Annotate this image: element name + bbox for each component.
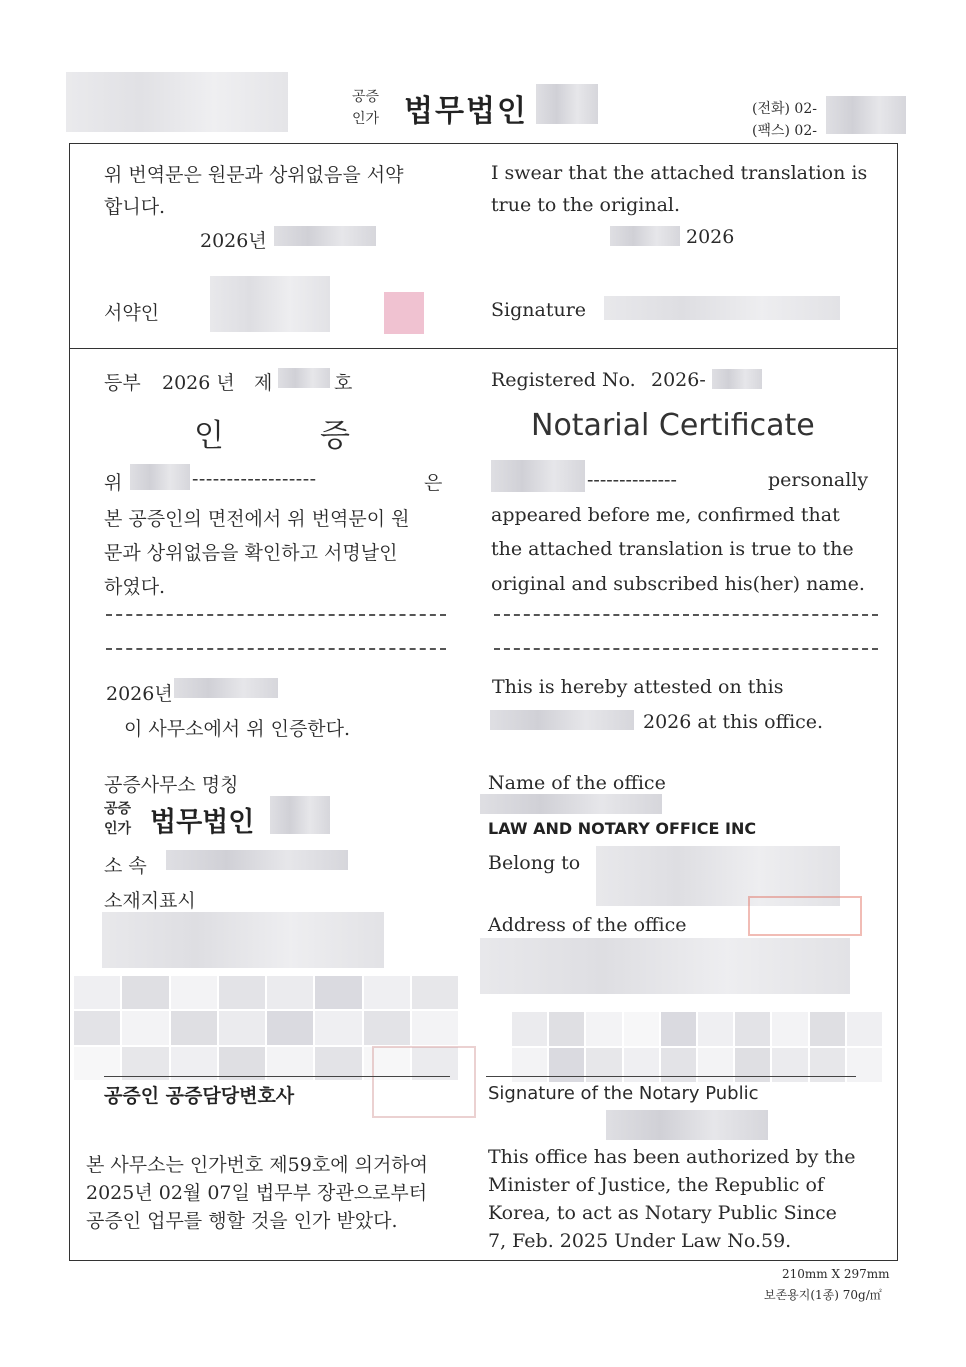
cert-ko-title-2: 증: [320, 418, 350, 454]
redacted-reg-no-ko: [278, 368, 330, 388]
office-ko-auth-2: 인가: [104, 821, 132, 837]
header-auth-small-2: 인가: [352, 111, 380, 127]
redacted-signature: [604, 296, 840, 320]
footer-paper-size: 210mm X 297mm: [782, 1267, 890, 1281]
redacted-cert-en-date: [490, 710, 634, 730]
redacted-notary-name-en: [606, 1110, 768, 1140]
redacted-signer-name: [210, 276, 330, 332]
auth-en-line3: Korea, to act as Notary Public Since: [488, 1202, 837, 1224]
cert-en-dash-line-2: [494, 648, 878, 650]
cert-en-dash-line-1: [494, 614, 878, 616]
redacted-oath-en-date: [610, 226, 680, 246]
office-ko-auth-1: 공증: [104, 801, 132, 817]
redacted-tel: [826, 96, 906, 134]
office-ko-firm: 법무법인: [150, 807, 255, 838]
auth-ko-line3: 공증인 업무를 행할 것을 인가 받았다.: [86, 1210, 398, 1232]
cert-en-date-line2: 2026 at this office.: [643, 711, 824, 733]
auth-en-line2: Minister of Justice, the Republic of: [488, 1174, 824, 1196]
cert-ko-p3: 문과 상위없음을 확인하고 서명날인: [104, 542, 398, 564]
header-auth-small-1: 공증: [352, 89, 380, 105]
cert-en-p1-b: personally: [768, 469, 869, 491]
cert-ko-reg-ho: 호: [334, 372, 353, 394]
cert-en-reg-year: 2026-: [651, 369, 706, 391]
cert-en-title: Notarial Certificate: [531, 408, 815, 443]
redacted-office-ko-address: [102, 912, 384, 968]
office-en-notary-sig: Signature of the Notary Public: [488, 1083, 759, 1104]
office-ko-name-label: 공증사무소 명칭: [104, 774, 239, 796]
office-en-address: Address of the office: [488, 914, 687, 936]
auth-en-line1: This office has been authorized by the: [488, 1146, 856, 1168]
redacted-firm-name: [536, 84, 598, 124]
redacted-notary-signature-en: [512, 1012, 882, 1082]
signer-seal-stamp: [384, 292, 424, 334]
notary-sig-line-en: [486, 1076, 856, 1077]
notary-seal-stamp-ko: [372, 1046, 476, 1118]
office-en-firm-name: LAW AND NOTARY OFFICE INC: [488, 819, 757, 838]
redacted-office-name-header: [66, 72, 288, 132]
oath-en-signer-label: Signature: [491, 299, 587, 321]
oath-ko-year: 2026년: [200, 230, 267, 252]
cert-ko-dash-line-2: [106, 648, 446, 650]
cert-en-date-line1: This is hereby attested on this: [492, 676, 784, 698]
office-seal-stamp: [748, 896, 862, 936]
oath-ko-line1: 위 번역문은 원문과 상위없음을 서약: [104, 164, 404, 186]
cert-ko-p2: 본 공증인의 면전에서 위 번역문이 원: [104, 508, 410, 530]
auth-ko-line2: 2025년 02월 07일 법무부 장관으로부터: [86, 1182, 428, 1204]
section-divider: [69, 348, 898, 349]
oath-en-year: 2026: [686, 226, 735, 248]
cert-ko-date-line: 이 사무소에서 위 인증한다.: [124, 718, 351, 740]
header-fax: (팩스) 02-: [752, 123, 817, 139]
footer-paper-type: 보존용지(1종) 70g/㎡: [764, 1288, 882, 1302]
cert-ko-date-year: 2026년: [106, 683, 173, 705]
cert-en-p2: appeared before me, confirmed that: [491, 504, 840, 526]
redacted-office-en-name: [480, 794, 662, 814]
office-en-belong: Belong to: [488, 852, 581, 874]
redacted-translator-en: [491, 460, 585, 492]
redacted-office-en-address: [480, 938, 850, 994]
cert-ko-reg-prefix: 등부: [104, 372, 141, 394]
office-ko-address: 소재지표시: [104, 890, 196, 912]
cert-ko-p1-b: 은: [424, 472, 443, 494]
cert-en-p1-dashes: --------------: [587, 469, 677, 491]
redacted-reg-no-en: [712, 369, 762, 389]
office-en-name-label: Name of the office: [488, 772, 666, 794]
cert-ko-dash-line-1: [106, 614, 446, 616]
cert-ko-p1-a: 위: [104, 472, 123, 494]
cert-en-reg-label: Registered No.: [491, 369, 636, 391]
redacted-oath-ko-date: [274, 226, 376, 246]
cert-en-p4: original and subscribed his(her) name.: [491, 573, 865, 595]
office-ko-belong: 소 속: [104, 855, 147, 877]
cert-ko-reg-je: 제: [254, 372, 273, 394]
auth-en-line4: 7, Feb. 2025 Under Law No.59.: [488, 1230, 792, 1252]
office-ko-notary-sig: 공증인 공증담당변호사: [104, 1085, 295, 1107]
oath-en-line1: I swear that the attached translation is: [491, 162, 868, 184]
cert-ko-title-1: 인: [194, 418, 224, 454]
cert-ko-reg-year: 2026 년: [162, 372, 235, 394]
oath-en-line2: true to the original.: [491, 194, 681, 216]
header-tel: (전화) 02-: [752, 101, 817, 117]
cert-en-p3: the attached translation is true to the: [491, 538, 854, 560]
auth-ko-line1: 본 사무소는 인가번호 제59호에 의거하여: [86, 1154, 428, 1176]
redacted-office-ko-belong: [166, 850, 348, 870]
cert-ko-p1-dashes: ------------------: [192, 468, 317, 490]
notary-sig-line-ko: [104, 1076, 450, 1077]
oath-ko-signer-label: 서약인: [104, 302, 160, 324]
redacted-office-ko-firm: [270, 796, 330, 834]
oath-ko-line2: 합니다.: [104, 196, 166, 218]
cert-ko-p4: 하였다.: [104, 576, 166, 598]
redacted-cert-ko-date: [174, 678, 278, 698]
header-firm-title: 법무법인: [404, 94, 528, 129]
redacted-translator-ko: [130, 464, 190, 490]
